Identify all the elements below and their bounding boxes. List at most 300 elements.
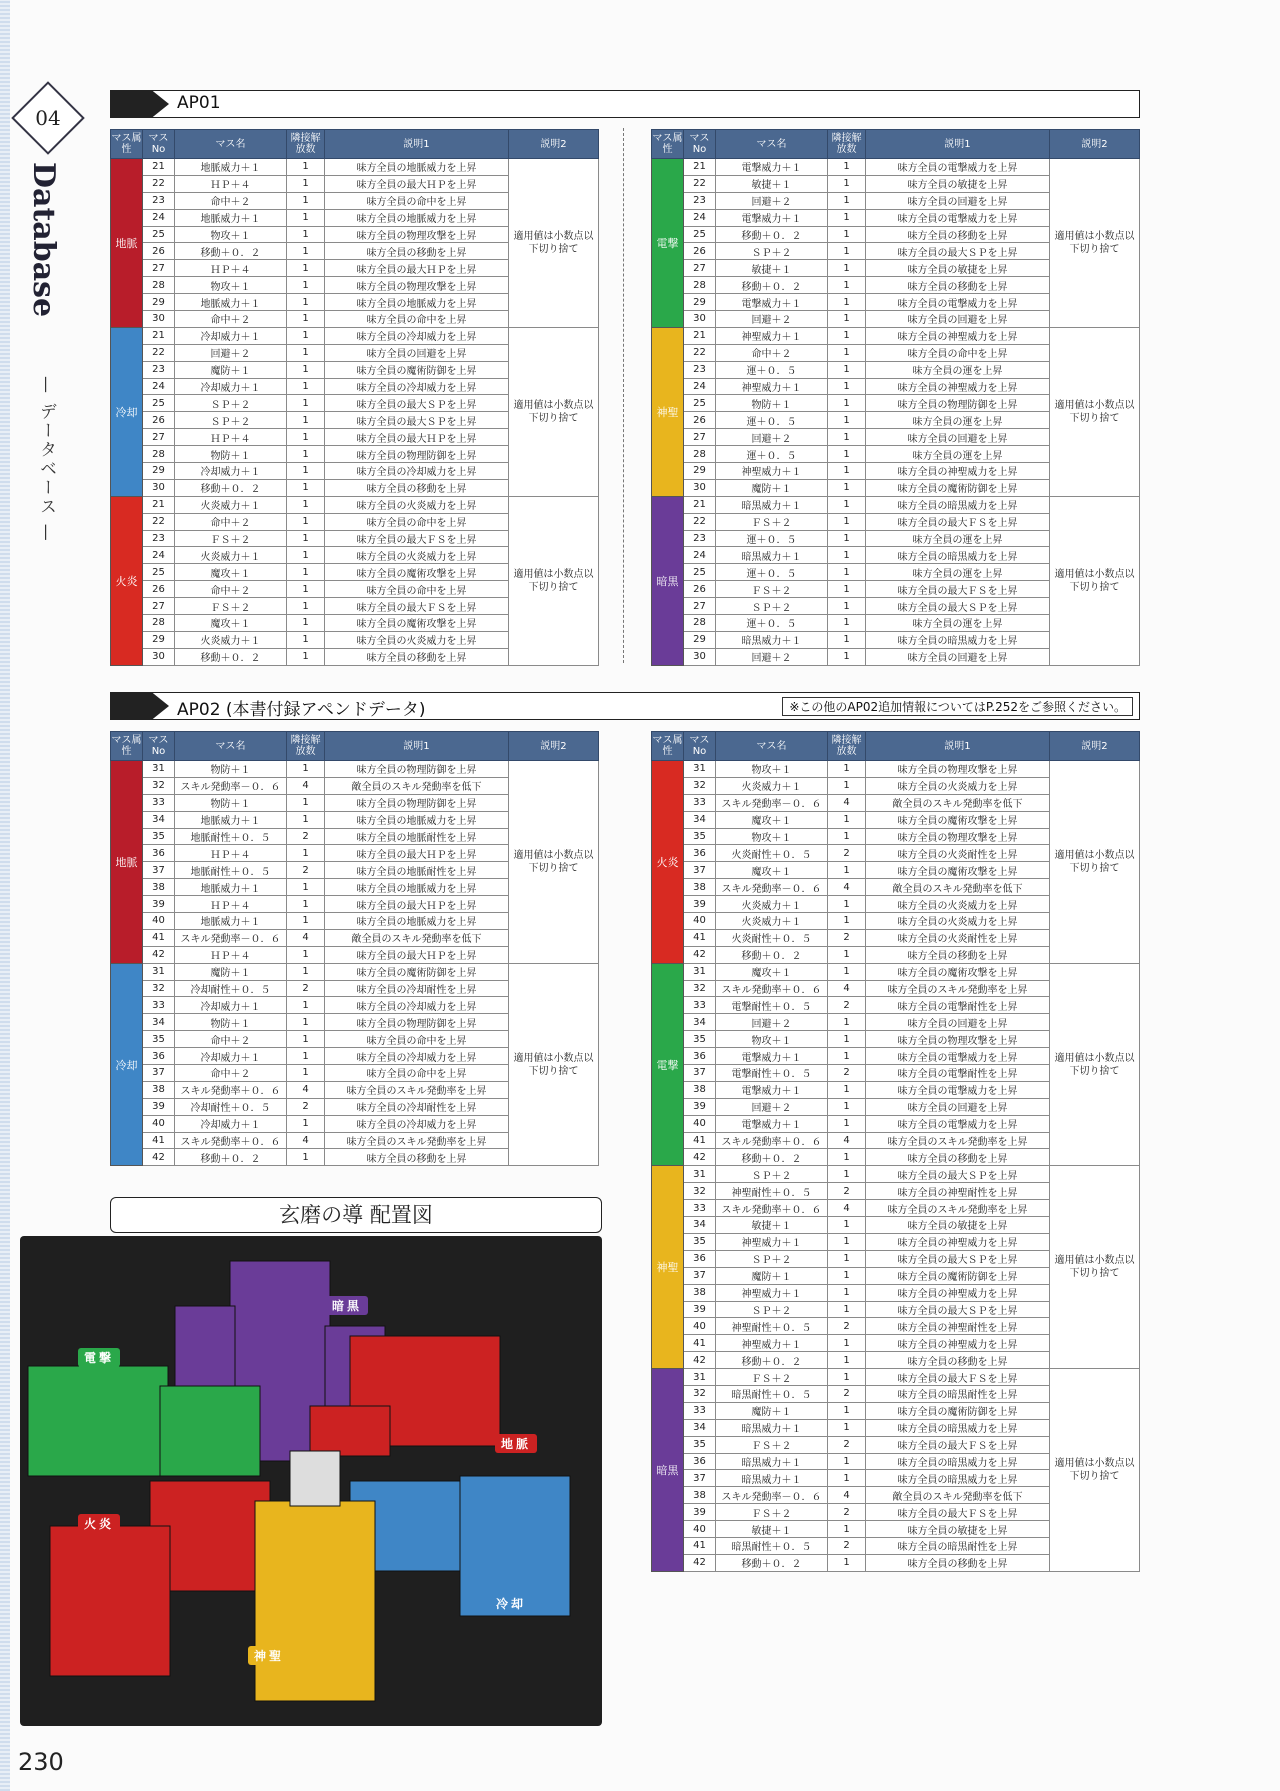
table-cell: 1 bbox=[828, 1048, 866, 1065]
table-cell: 味方全員の暗黒威力を上昇 bbox=[866, 631, 1050, 648]
table-cell: 移動＋０．２ bbox=[716, 1554, 828, 1571]
table-cell: 22 bbox=[143, 513, 175, 530]
table-cell: 1 bbox=[287, 412, 325, 429]
table-cell: 味方全員の冷却威力を上昇 bbox=[325, 463, 509, 480]
table-cell: 34 bbox=[684, 1217, 716, 1234]
table-cell: 25 bbox=[143, 395, 175, 412]
table-cell: 神聖威力＋１ bbox=[716, 463, 828, 480]
table-cell: 26 bbox=[684, 581, 716, 598]
table-cell: 1 bbox=[828, 496, 866, 513]
table-cell: 32 bbox=[684, 1183, 716, 1200]
table-cell: 味方全員の最大ＨＰを上昇 bbox=[325, 429, 509, 446]
table-row bbox=[111, 327, 599, 344]
table-row bbox=[652, 761, 1140, 778]
table-cell: 味方全員の最大ＳＰを上昇 bbox=[325, 395, 509, 412]
table-cell: 火炎威力＋１ bbox=[175, 631, 287, 648]
table-cell: 2 bbox=[828, 1537, 866, 1554]
table-cell: 回避＋２ bbox=[716, 648, 828, 665]
table-cell: スキル発動率＋０．６ bbox=[175, 1132, 287, 1149]
table-cell: 25 bbox=[684, 226, 716, 243]
table-cell: 1 bbox=[828, 1301, 866, 1318]
table-cell: 1 bbox=[287, 648, 325, 665]
ap02-title: AP02 (本書付録アペンドデータ) bbox=[177, 700, 426, 720]
table-cell: 味方全員の最大ＨＰを上昇 bbox=[325, 260, 509, 277]
table-cell: 味方全員の命中を上昇 bbox=[325, 581, 509, 598]
table-cell: 地脈威力＋１ bbox=[175, 879, 287, 896]
table-cell: ＦＳ＋２ bbox=[716, 1369, 828, 1386]
table-cell: 暗黒威力＋１ bbox=[716, 1470, 828, 1487]
table-cell: 1 bbox=[287, 429, 325, 446]
table-cell: 28 bbox=[143, 615, 175, 632]
table-cell: 36 bbox=[143, 845, 175, 862]
table-cell: 1 bbox=[828, 1149, 866, 1166]
map-title: 玄磨の導 配置図 bbox=[110, 1197, 602, 1233]
table-cell: 味方全員の火炎威力を上昇 bbox=[325, 496, 509, 513]
table-cell: 味方全員の運を上昇 bbox=[866, 615, 1050, 632]
table-cell: 34 bbox=[143, 811, 175, 828]
table-cell: 味方全員の最大ＦＳを上昇 bbox=[866, 1504, 1050, 1521]
table-cell: 1 bbox=[287, 997, 325, 1014]
table-cell: 37 bbox=[143, 1065, 175, 1082]
table-cell: 味方全員の最大ＨＰを上昇 bbox=[325, 946, 509, 963]
table-cell: 味方全員の最大ＦＳを上昇 bbox=[866, 1436, 1050, 1453]
table-cell: 暗黒威力＋１ bbox=[716, 1419, 828, 1436]
table-cell: 運＋０．５ bbox=[716, 446, 828, 463]
table-cell: 1 bbox=[287, 277, 325, 294]
table-cell: 味方全員の移動を上昇 bbox=[325, 1149, 509, 1166]
column-header: マス属性 bbox=[111, 130, 143, 159]
table-cell: 1 bbox=[828, 777, 866, 794]
table-cell: 地脈威力＋１ bbox=[175, 159, 287, 176]
table-cell: 味方全員の冷却威力を上昇 bbox=[325, 1115, 509, 1132]
column-header: 隣接解放数 bbox=[287, 732, 325, 761]
table-cell: ＦＳ＋２ bbox=[175, 530, 287, 547]
map-region-ice bbox=[350, 1476, 570, 1616]
table-cell: 味方全員の神聖耐性を上昇 bbox=[866, 1318, 1050, 1335]
table-cell: ＦＳ＋２ bbox=[175, 598, 287, 615]
table-cell: 22 bbox=[143, 175, 175, 192]
table-cell: 1 bbox=[287, 1065, 325, 1082]
table-cell: 火炎威力＋１ bbox=[716, 777, 828, 794]
ap02-reference-note: ※この他のAP02追加情報についてはP.252をご参照ください。 bbox=[782, 697, 1133, 716]
table-cell: 1 bbox=[287, 226, 325, 243]
table-cell: 移動＋０．２ bbox=[175, 243, 287, 260]
table-cell: 味方全員のスキル発動率を上昇 bbox=[866, 1200, 1050, 1217]
table-cell: 敵全員のスキル発動率を低下 bbox=[325, 777, 509, 794]
table-cell: 物防＋１ bbox=[175, 794, 287, 811]
table-cell: 冷却威力＋１ bbox=[175, 378, 287, 395]
table-cell: 味方全員の暗黒威力を上昇 bbox=[866, 547, 1050, 564]
table-cell: 地脈威力＋１ bbox=[175, 209, 287, 226]
table-cell: 敵全員のスキル発動率を低下 bbox=[866, 794, 1050, 811]
table-cell: 31 bbox=[684, 1369, 716, 1386]
map-region-holy bbox=[255, 1501, 375, 1701]
table-cell: 味方全員の暗黒威力を上昇 bbox=[866, 1470, 1050, 1487]
table-cell: 26 bbox=[143, 243, 175, 260]
column-header: 説明2 bbox=[1050, 130, 1140, 159]
table-cell: 23 bbox=[684, 530, 716, 547]
table-cell: 1 bbox=[287, 1014, 325, 1031]
table-cell: 24 bbox=[143, 209, 175, 226]
table-cell: 味方全員の回避を上昇 bbox=[866, 1098, 1050, 1115]
table-row bbox=[652, 1166, 1140, 1183]
table-cell: ＦＳ＋２ bbox=[716, 513, 828, 530]
attribute-cell: 地脈 bbox=[111, 159, 143, 328]
table-cell: 1 bbox=[287, 209, 325, 226]
table-cell: 41 bbox=[143, 1132, 175, 1149]
table-cell: 味方全員の回避を上昇 bbox=[866, 311, 1050, 328]
table-cell: 味方全員の命中を上昇 bbox=[325, 1065, 509, 1082]
table-row bbox=[652, 1369, 1140, 1386]
table-cell: 2 bbox=[828, 1183, 866, 1200]
table-cell: 36 bbox=[684, 1250, 716, 1267]
table-cell: 1 bbox=[828, 1250, 866, 1267]
table-cell: 1 bbox=[287, 581, 325, 598]
table-cell: 1 bbox=[828, 761, 866, 778]
table-cell: 敏捷＋１ bbox=[716, 175, 828, 192]
table-cell: 1 bbox=[828, 159, 866, 176]
table-cell: 37 bbox=[684, 862, 716, 879]
table-cell: 1 bbox=[287, 294, 325, 311]
table-cell: 味方全員の電撃威力を上昇 bbox=[866, 1081, 1050, 1098]
attribute-cell: 電撃 bbox=[652, 963, 684, 1166]
map-label-ice: 冷却 bbox=[490, 1594, 532, 1613]
table-cell: 地脈耐性＋０．５ bbox=[175, 828, 287, 845]
table-cell: 26 bbox=[684, 243, 716, 260]
table-cell: 味方全員の神聖威力を上昇 bbox=[866, 1335, 1050, 1352]
attribute-cell: 暗黒 bbox=[652, 1369, 684, 1572]
table-cell: 神聖耐性＋０．５ bbox=[716, 1318, 828, 1335]
table-cell: 物防＋１ bbox=[716, 395, 828, 412]
table-cell: 29 bbox=[684, 294, 716, 311]
table-cell: 味方全員の回避を上昇 bbox=[866, 192, 1050, 209]
table-cell: 1 bbox=[828, 648, 866, 665]
table-cell: 32 bbox=[684, 1385, 716, 1402]
table-cell: 火炎耐性＋０．５ bbox=[716, 929, 828, 946]
table-cell: 味方全員の物理攻撃を上昇 bbox=[325, 226, 509, 243]
table-cell: 36 bbox=[684, 1453, 716, 1470]
table-cell: ＦＳ＋２ bbox=[716, 581, 828, 598]
table-cell: 電撃威力＋１ bbox=[716, 294, 828, 311]
table-cell: 味方全員の火炎威力を上昇 bbox=[325, 547, 509, 564]
table-cell: 1 bbox=[287, 479, 325, 496]
table-cell: 37 bbox=[684, 1065, 716, 1082]
table-cell: 味方全員の冷却耐性を上昇 bbox=[325, 1098, 509, 1115]
table-cell: 23 bbox=[684, 192, 716, 209]
table-cell: 1 bbox=[828, 598, 866, 615]
table-cell: 味方全員の暗黒威力を上昇 bbox=[866, 1453, 1050, 1470]
table-cell: 味方全員の魔術攻撃を上昇 bbox=[866, 963, 1050, 980]
table-cell: 電撃威力＋１ bbox=[716, 1115, 828, 1132]
heading-arrow-icon bbox=[111, 91, 169, 117]
table-cell: 味方全員の電撃威力を上昇 bbox=[866, 1115, 1050, 1132]
table-cell: 火炎威力＋１ bbox=[716, 913, 828, 930]
table-cell: 物攻＋１ bbox=[716, 828, 828, 845]
column-header: マスNo bbox=[684, 732, 716, 761]
table-cell: 27 bbox=[143, 598, 175, 615]
map-label-fire: 火炎 bbox=[78, 1514, 120, 1533]
table-cell: 1 bbox=[828, 243, 866, 260]
table-cell: 38 bbox=[684, 879, 716, 896]
page-number: 230 bbox=[18, 1748, 64, 1776]
table-cell: 34 bbox=[684, 811, 716, 828]
table-cell: スキル発動率＋０．６ bbox=[716, 980, 828, 997]
description2-cell: 適用値は小数点以下切り捨て bbox=[1050, 963, 1140, 1166]
table-cell: 味方全員の物理防御を上昇 bbox=[325, 446, 509, 463]
table-cell: 42 bbox=[684, 1554, 716, 1571]
table-cell: 味方全員の地脈威力を上昇 bbox=[325, 913, 509, 930]
table-cell: ＳＰ＋２ bbox=[175, 412, 287, 429]
table-cell: 味方全員の神聖威力を上昇 bbox=[866, 1284, 1050, 1301]
table-cell: 火炎耐性＋０．５ bbox=[716, 845, 828, 862]
table-cell: 冷却威力＋１ bbox=[175, 997, 287, 1014]
table-cell: ＨＰ＋４ bbox=[175, 429, 287, 446]
table-cell: 40 bbox=[684, 1115, 716, 1132]
table-cell: 1 bbox=[828, 1402, 866, 1419]
table-cell: 2 bbox=[828, 845, 866, 862]
table-cell: 1 bbox=[828, 913, 866, 930]
table-cell: 味方全員のスキル発動率を上昇 bbox=[325, 1132, 509, 1149]
table-cell: 33 bbox=[684, 1402, 716, 1419]
table-cell: 神聖威力＋１ bbox=[716, 1284, 828, 1301]
table-cell: 35 bbox=[684, 828, 716, 845]
table-cell: 運＋０．５ bbox=[716, 615, 828, 632]
table-cell: 26 bbox=[143, 581, 175, 598]
table-cell: 23 bbox=[143, 192, 175, 209]
column-header: 隣接解放数 bbox=[287, 130, 325, 159]
table-cell: 29 bbox=[143, 463, 175, 480]
table-cell: 味方全員の移動を上昇 bbox=[866, 946, 1050, 963]
table-cell: 味方全員の魔術攻撃を上昇 bbox=[325, 564, 509, 581]
table-cell: 味方全員の暗黒耐性を上昇 bbox=[866, 1385, 1050, 1402]
table-cell: 火炎威力＋１ bbox=[175, 547, 287, 564]
description2-cell: 適用値は小数点以下切り捨て bbox=[509, 327, 599, 496]
table-cell: 34 bbox=[684, 1419, 716, 1436]
column-header: マス属性 bbox=[652, 732, 684, 761]
table-cell: 味方全員のスキル発動率を上昇 bbox=[866, 980, 1050, 997]
table-cell: 味方全員の最大ＨＰを上昇 bbox=[325, 175, 509, 192]
table-cell: 33 bbox=[143, 794, 175, 811]
table-cell: 移動＋０．２ bbox=[175, 479, 287, 496]
table-cell: 電撃威力＋１ bbox=[716, 1081, 828, 1098]
table-cell: 味方全員の魔術防御を上昇 bbox=[866, 1267, 1050, 1284]
description2-cell: 適用値は小数点以下切り捨て bbox=[1050, 496, 1140, 665]
table-cell: スキル発動率－０．６ bbox=[175, 777, 287, 794]
table-cell: 1 bbox=[828, 277, 866, 294]
table-cell: 味方全員の運を上昇 bbox=[866, 530, 1050, 547]
table-cell: 40 bbox=[143, 1115, 175, 1132]
table-cell: 味方全員の神聖威力を上昇 bbox=[866, 463, 1050, 480]
table-cell: 39 bbox=[684, 1504, 716, 1521]
table-cell: 35 bbox=[684, 1436, 716, 1453]
table-cell: 味方全員の最大ＳＰを上昇 bbox=[866, 1166, 1050, 1183]
table-cell: 命中＋２ bbox=[716, 344, 828, 361]
table-cell: ＳＰ＋２ bbox=[716, 598, 828, 615]
table-cell: 1 bbox=[287, 175, 325, 192]
table-cell: 味方全員の物理攻撃を上昇 bbox=[866, 761, 1050, 778]
column-header: 隣接解放数 bbox=[828, 732, 866, 761]
table-cell: 魔防＋１ bbox=[175, 963, 287, 980]
table-cell: 1 bbox=[828, 1166, 866, 1183]
table-cell: 35 bbox=[143, 1031, 175, 1048]
description2-cell: 適用値は小数点以下切り捨て bbox=[1050, 159, 1140, 328]
table-cell: 1 bbox=[287, 361, 325, 378]
table-cell: 味方全員の魔術防御を上昇 bbox=[866, 479, 1050, 496]
table-cell: 25 bbox=[684, 395, 716, 412]
description2-cell: 適用値は小数点以下切り捨て bbox=[1050, 1166, 1140, 1369]
table-cell: 味方全員の最大ＳＰを上昇 bbox=[866, 1250, 1050, 1267]
table-cell: 42 bbox=[143, 946, 175, 963]
attribute-cell: 神聖 bbox=[652, 1166, 684, 1369]
table-cell: 味方全員の神聖威力を上昇 bbox=[866, 327, 1050, 344]
column-header: マスNo bbox=[143, 130, 175, 159]
table-cell: 味方全員の物理防御を上昇 bbox=[866, 395, 1050, 412]
table-cell: ＳＰ＋２ bbox=[716, 1166, 828, 1183]
map-graphic bbox=[20, 1236, 602, 1726]
table-cell: 1 bbox=[828, 862, 866, 879]
table-cell: 敵全員のスキル発動率を低下 bbox=[325, 929, 509, 946]
table-cell: 27 bbox=[143, 429, 175, 446]
table-cell: 31 bbox=[143, 963, 175, 980]
table-cell: 1 bbox=[287, 344, 325, 361]
table-cell: 37 bbox=[143, 862, 175, 879]
table-cell: ＳＰ＋２ bbox=[716, 1250, 828, 1267]
table-cell: ＨＰ＋４ bbox=[175, 260, 287, 277]
table-cell: 魔防＋１ bbox=[716, 479, 828, 496]
column-header: マスNo bbox=[684, 130, 716, 159]
table-cell: 21 bbox=[143, 159, 175, 176]
table-cell: 23 bbox=[143, 530, 175, 547]
table-cell: 34 bbox=[143, 1014, 175, 1031]
table-cell: ＦＳ＋２ bbox=[716, 1436, 828, 1453]
table-cell: 味方全員の敏捷を上昇 bbox=[866, 175, 1050, 192]
table-cell: 28 bbox=[143, 277, 175, 294]
table-cell: 味方全員の魔術攻撃を上昇 bbox=[866, 862, 1050, 879]
table-cell: 28 bbox=[684, 277, 716, 294]
attribute-cell: 電撃 bbox=[652, 159, 684, 328]
ap02-right-table bbox=[651, 731, 1140, 1572]
table-cell: 1 bbox=[828, 412, 866, 429]
table-cell: 命中＋２ bbox=[175, 513, 287, 530]
table-cell: 味方全員の火炎威力を上昇 bbox=[325, 631, 509, 648]
table-cell: 回避＋２ bbox=[716, 1098, 828, 1115]
table-row bbox=[652, 496, 1140, 513]
table-cell: 30 bbox=[143, 648, 175, 665]
table-cell: 魔攻＋１ bbox=[716, 963, 828, 980]
table-cell: 味方全員の電撃威力を上昇 bbox=[866, 1048, 1050, 1065]
table-cell: 36 bbox=[143, 1048, 175, 1065]
table-cell: 21 bbox=[143, 327, 175, 344]
table-cell: 22 bbox=[143, 344, 175, 361]
table-cell: 敵全員のスキル発動率を低下 bbox=[866, 879, 1050, 896]
table-cell: 1 bbox=[287, 963, 325, 980]
table-cell: 暗黒威力＋１ bbox=[716, 631, 828, 648]
table-cell: 1 bbox=[287, 530, 325, 547]
table-cell: ＳＰ＋２ bbox=[175, 395, 287, 412]
table-cell: 魔攻＋１ bbox=[175, 564, 287, 581]
table-cell: 2 bbox=[828, 1318, 866, 1335]
table-cell: 1 bbox=[287, 243, 325, 260]
table-cell: 1 bbox=[287, 260, 325, 277]
table-cell: 1 bbox=[287, 192, 325, 209]
table-cell: 1 bbox=[828, 1098, 866, 1115]
table-cell: 29 bbox=[143, 294, 175, 311]
ap02-heading bbox=[110, 692, 1140, 720]
table-cell: 2 bbox=[287, 862, 325, 879]
table-cell: 4 bbox=[287, 929, 325, 946]
table-cell: 37 bbox=[684, 1470, 716, 1487]
table-cell: 1 bbox=[828, 946, 866, 963]
table-cell: 23 bbox=[143, 361, 175, 378]
table-cell: 味方全員の移動を上昇 bbox=[866, 226, 1050, 243]
table-cell: 味方全員の物理防御を上昇 bbox=[325, 761, 509, 778]
table-row bbox=[652, 327, 1140, 344]
table-cell: 38 bbox=[684, 1284, 716, 1301]
table-cell: 味方全員の電撃耐性を上昇 bbox=[866, 1065, 1050, 1082]
table-cell: 物防＋１ bbox=[175, 1014, 287, 1031]
table-cell: 冷却威力＋１ bbox=[175, 1048, 287, 1065]
description2-cell: 適用値は小数点以下切り捨て bbox=[509, 496, 599, 665]
table-cell: 味方全員の神聖耐性を上昇 bbox=[866, 1183, 1050, 1200]
table-cell: 38 bbox=[684, 1081, 716, 1098]
table-cell: 28 bbox=[143, 446, 175, 463]
table-cell: 2 bbox=[287, 1098, 325, 1115]
table-cell: 移動＋０．２ bbox=[716, 226, 828, 243]
column-header: マス属性 bbox=[652, 130, 684, 159]
table-cell: 1 bbox=[287, 879, 325, 896]
table-cell: 物防＋１ bbox=[175, 446, 287, 463]
table-cell: 39 bbox=[143, 896, 175, 913]
table-cell: 1 bbox=[287, 913, 325, 930]
table-cell: 味方全員の電撃威力を上昇 bbox=[866, 159, 1050, 176]
table-cell: 運＋０．５ bbox=[716, 564, 828, 581]
table-cell: スキル発動率－０．６ bbox=[716, 1487, 828, 1504]
table-cell: 34 bbox=[684, 1014, 716, 1031]
table-cell: 味方全員の冷却耐性を上昇 bbox=[325, 980, 509, 997]
table-cell: 38 bbox=[143, 879, 175, 896]
ap01-left-table bbox=[110, 129, 599, 666]
table-cell: 地脈威力＋１ bbox=[175, 294, 287, 311]
table-cell: 命中＋２ bbox=[175, 581, 287, 598]
table-row bbox=[111, 761, 599, 778]
table-cell: 33 bbox=[684, 1200, 716, 1217]
table-cell: 29 bbox=[684, 463, 716, 480]
table-cell: 移動＋０．２ bbox=[175, 648, 287, 665]
table-cell: 1 bbox=[828, 615, 866, 632]
table-cell: 味方全員の暗黒耐性を上昇 bbox=[866, 1537, 1050, 1554]
table-cell: 暗黒威力＋１ bbox=[716, 1453, 828, 1470]
table-cell: 38 bbox=[143, 1081, 175, 1098]
column-header: マスNo bbox=[143, 732, 175, 761]
table-cell: 1 bbox=[828, 226, 866, 243]
table-cell: 味方全員の暗黒威力を上昇 bbox=[866, 1419, 1050, 1436]
table-cell: 42 bbox=[684, 1352, 716, 1369]
table-cell: 1 bbox=[828, 828, 866, 845]
table-cell: 36 bbox=[684, 845, 716, 862]
table-cell: 味方全員の神聖威力を上昇 bbox=[866, 1233, 1050, 1250]
column-header: 説明1 bbox=[325, 130, 509, 159]
table-cell: 味方全員の移動を上昇 bbox=[866, 1554, 1050, 1571]
table-cell: 1 bbox=[287, 794, 325, 811]
table-cell: 4 bbox=[287, 777, 325, 794]
table-cell: 42 bbox=[684, 1149, 716, 1166]
table-cell: 21 bbox=[684, 327, 716, 344]
table-cell: 運＋０．５ bbox=[716, 361, 828, 378]
table-cell: 運＋０．５ bbox=[716, 412, 828, 429]
table-cell: 1 bbox=[287, 159, 325, 176]
table-cell: 2 bbox=[828, 1436, 866, 1453]
table-cell: 42 bbox=[684, 946, 716, 963]
